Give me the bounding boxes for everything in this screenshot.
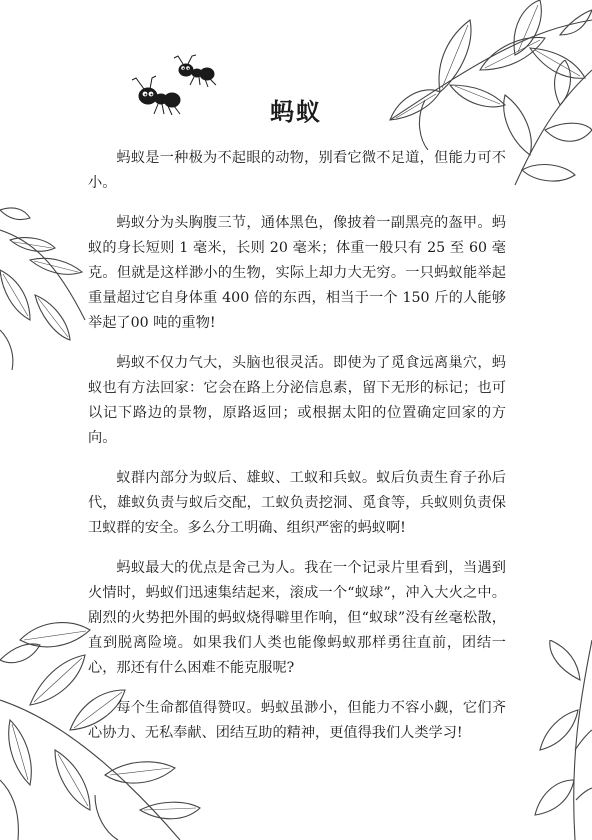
document-body <box>88 146 506 761</box>
document-title: 蚂蚁 <box>270 98 322 126</box>
paragraph: 蚂蚁是一种极为不起眼的动物，别看它微不足道，但能力可不小。 <box>88 150 506 191</box>
paragraph: 蚂蚁分为头胸腹三节，通体黑色，像披着一副黑亮的盔甲。蚂蚁的身长短则 1 毫米，长则 20 毫米；体重一般只有 25 至 60 毫克。但就是这样渺小的生物，实际上却力大无穷。一只蚂蚁能举起重量超过它自身体重 400 倍的东西，相当于一个 150 斤的人能够举起了00 吨的重物! <box>88 215 506 331</box>
paragraph: 每个生命都值得赞叹。蚂蚁虽渺小，但能力不容小觑，它们齐心协力、无私奉献、团结互助的精神，更值得我们人类学习! <box>88 700 506 741</box>
paragraph: 蚂蚁最大的优点是舍己为人。我在一个记录片里看到，当遇到火情时，蚂蚁们迅速集结起来，滚成一个“蚁球”，冲入大火之中。剧烈的火势把外围的蚂蚁烧得噼里作响，但“蚁球”没有丝毫松散，直到脱离险境。如果我们人类也能像蚂蚁那样勇往直前，团结一心，那还有什么困难不能克服呢? <box>88 560 506 676</box>
leaf-branch-left-middle-icon <box>0 200 90 370</box>
paragraph: 蚁群内部分为蚁后、雄蚁、工蚁和兵蚁。蚁后负责生育子孙后代，雄蚁负责与蚁后交配，工蚁负责挖洞、觅食等，兵蚁则负责保卫蚁群的安全。多么分工明确、组织严密的蚂蚁啊! <box>88 470 506 536</box>
paragraph: 蚂蚁不仅力气大，头脑也很灵活。即使为了觅食远离巢穴，蚂蚁也有方法回家：它会在路上分泌信息素，留下无形的标记；也可以记下路边的景物，原路返回；或根据太阳的位置确定回家的方向。 <box>88 355 506 446</box>
leaf-branch-right-bottom-icon <box>530 640 592 840</box>
